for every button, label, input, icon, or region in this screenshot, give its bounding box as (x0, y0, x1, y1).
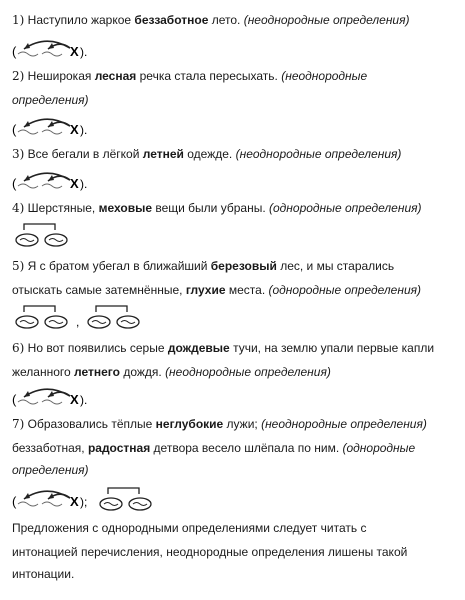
keyword: летнего (74, 365, 120, 379)
svg-text:(: ( (12, 494, 17, 509)
svg-text:).: ). (80, 123, 88, 137)
svg-text:(: ( (12, 392, 17, 407)
scheme-nonhomogeneous (12, 36, 102, 60)
svg-text:).: ). (80, 45, 88, 59)
item-5-line-2: отыскать самые затемнённые, глухие места. (однородные определения) (12, 283, 422, 297)
svg-text:(: ( (12, 176, 17, 191)
item-3-line-1: 3) Все бегали в лёгкой летней одежде. (неоднородные определения) (12, 147, 402, 161)
keyword: березовый (210, 259, 277, 273)
item-4-line-1: 4) Шерстяные, меховые вещи были убраны. (однородные определения) (12, 201, 422, 215)
svg-text:,: , (76, 315, 80, 329)
keyword: радостная (87, 441, 151, 455)
svg-text:X: X (70, 176, 79, 191)
item-7-line-2: беззаботная, радостная детвора весело шлёпала по ним. (однородные (12, 441, 416, 455)
svg-text:X: X (70, 494, 79, 509)
scheme-homogeneous (12, 222, 92, 252)
keyword: неглубокие (155, 417, 224, 431)
svg-text:).: ). (80, 177, 88, 191)
svg-text:);: ); (80, 495, 88, 509)
item-1-line-1: 1) Наступило жаркое беззаботное лето. (неоднородные определения) (12, 13, 410, 27)
item-5-line-1: 5) Я с братом убегал в ближайший березовый лес, и мы старались (12, 259, 395, 273)
keyword: летней (142, 147, 184, 161)
note: (неоднородные определения) (235, 147, 402, 161)
scheme-nonhomogeneous (12, 384, 102, 408)
keyword: дождевые (167, 341, 230, 355)
scheme-nonhomogeneous (12, 114, 102, 138)
svg-text:).: ). (80, 393, 88, 407)
scheme-homogeneous-double (12, 304, 162, 334)
note: (однородные определения) (268, 283, 422, 297)
svg-text:(: ( (12, 44, 17, 59)
note: (неоднородные (281, 69, 368, 83)
keyword: глухие (185, 283, 226, 297)
keyword: лесная (94, 69, 137, 83)
note: определения) (12, 463, 89, 477)
item-7-line-1: 7) Образовались тёплые неглубокие лужи; (неоднородные определения) (12, 417, 427, 431)
keyword: меховые (98, 201, 153, 215)
svg-text:X: X (70, 392, 79, 407)
item-7-line-3 (12, 462, 89, 478)
svg-text:X: X (70, 44, 79, 59)
footer-line-2: интонацией перечисления, неоднородные определения лишены такой (12, 545, 408, 559)
keyword: беззаботное (134, 13, 209, 27)
item-6-line-1: 6) Но вот появились серые дождевые тучи, на землю упали первые капли (12, 341, 435, 355)
note: (неоднородные определения) (165, 365, 331, 379)
item-2-line-2 (12, 92, 89, 108)
svg-text:(: ( (12, 122, 17, 137)
note: (однородные определения) (269, 201, 422, 215)
scheme-nonhomogeneous (12, 168, 102, 192)
footer-line-3: интонации. (12, 567, 75, 581)
item-6-line-2: желанного летнего дождя. (неоднородные определения) (12, 365, 331, 379)
note: (однородные (342, 441, 416, 455)
item-2-line-1: 2) Неширокая лесная речка стала пересыхать. (неоднородные (12, 69, 368, 83)
note: (неоднородные определения) (243, 13, 410, 27)
footer-line-1: Предложения с однородными определениями следует читать с (12, 521, 367, 535)
note: (неоднородные определения) (261, 417, 427, 431)
svg-text:X: X (70, 122, 79, 137)
note: определения) (12, 93, 89, 107)
scheme-mixed (12, 484, 172, 514)
